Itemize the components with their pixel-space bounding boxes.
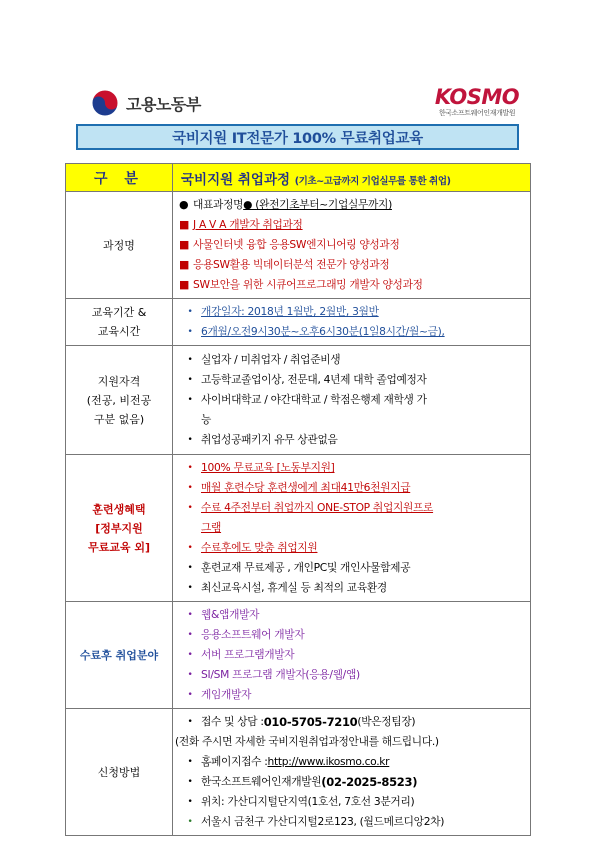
label-qualification-2: (전공, 비전공 — [86, 393, 152, 407]
course-info-table — [65, 163, 531, 836]
label-jobs: 수료후 취업분야 — [66, 602, 173, 709]
ministry-logo — [90, 88, 201, 118]
job-item: 웹&앱개발자 — [201, 608, 260, 621]
list-item — [179, 812, 524, 832]
list-item — [179, 498, 524, 518]
list-item — [179, 478, 524, 498]
bullet-icon: • — [187, 435, 193, 445]
job-item: 게임개발자 — [201, 688, 252, 701]
page-header — [0, 0, 595, 147]
benefit-free: 100% 무료교육 [노동부지원] — [201, 461, 335, 474]
benefit-allowance: 매월 훈련수당 훈련생에게 최대41만6천원지급 — [201, 481, 411, 494]
label-period — [66, 299, 173, 346]
benefit-onestop-continued: 그램 — [201, 521, 222, 534]
period-list — [173, 299, 531, 346]
apply-address: 서울시 금천구 가산디지털2로123, (월드메르디앙2차) — [201, 815, 445, 828]
qualification-item-continued: 능 — [201, 413, 212, 426]
label-benefits-1: 훈련생혜택 — [92, 502, 146, 516]
list-item — [179, 712, 524, 732]
label-benefits-3: 무료교육 외] — [88, 540, 150, 554]
apply-location: 위치: 가산디지털단지역(1호선, 7호선 3분거리) — [201, 795, 415, 808]
course-java: J A V A 개발자 취업과정 — [193, 218, 303, 231]
apply-list — [173, 709, 531, 836]
table-row-course — [66, 192, 531, 299]
kosmo-logo-text: KOSMO — [434, 85, 520, 109]
course-representative: 대표과정명 — [193, 198, 244, 211]
label-qualification-1: 지원자격 — [97, 374, 141, 388]
list-item — [179, 275, 524, 295]
kosmo-logo — [432, 86, 522, 118]
label-course: 과정명 — [66, 192, 173, 299]
bullet-icon: • — [187, 463, 193, 473]
list-item — [179, 685, 524, 705]
bullet-icon: • — [187, 650, 193, 660]
qualification-item: 고등학교졸업이상, 전문대, 4년제 대학 졸업예정자 — [201, 373, 427, 386]
bullet-icon: ● — [179, 198, 189, 211]
list-item — [179, 195, 524, 215]
list-item — [179, 578, 524, 598]
list-item — [179, 625, 524, 645]
list-item — [179, 605, 524, 625]
kosmo-subtitle: 한국소프트웨어인재개발원 — [438, 109, 516, 117]
header-course-sub: (기초~고급까지 기업실무를 통한 취업) — [294, 175, 451, 187]
table-row-apply — [66, 709, 531, 836]
apply-org-phone: (02-2025-8523) — [321, 775, 418, 789]
list-item-continued — [179, 410, 524, 430]
job-item: SI/SM 프로그램 개발자(응용/웹/앱) — [201, 668, 360, 681]
table-row-jobs — [66, 602, 531, 709]
bullet-icon: • — [187, 503, 193, 513]
square-bullet-icon: ■ — [179, 238, 190, 251]
job-item: 서버 프로그램개발자 — [201, 648, 295, 661]
course-iot: 사물인터넷 융합 응용SW엔지니어링 양성과정 — [193, 238, 400, 251]
list-item — [179, 302, 524, 322]
bullet-icon: • — [187, 327, 193, 337]
benefit-facilities: 최신교육시설, 휴게실 등 최적의 교육환경 — [201, 581, 387, 594]
list-item — [179, 370, 524, 390]
qualification-item: 취업성공패키지 유무 상관없음 — [201, 433, 338, 446]
benefit-onestop: 수료 4주전부터 취업까지 ONE-STOP 취업지원프로 — [201, 501, 434, 514]
label-qualification — [66, 346, 173, 455]
list-item-continued — [179, 518, 524, 538]
course-list — [173, 192, 531, 299]
apply-contact-phone: 010-5705-7210 — [263, 715, 358, 729]
label-benefits — [66, 455, 173, 602]
qualification-item: 실업자 / 미취업자 / 취업준비생 — [201, 353, 341, 366]
apply-org-name: 한국소프트웨어인재개발원 — [201, 775, 322, 788]
bullet-icon: • — [187, 630, 193, 640]
bullet-icon: • — [187, 395, 193, 405]
bullet-icon: • — [187, 797, 193, 807]
list-item — [179, 558, 524, 578]
label-apply: 신청방법 — [66, 709, 173, 836]
header-course-type — [173, 164, 531, 192]
header-category: 구 분 — [66, 164, 173, 192]
list-item — [179, 458, 524, 478]
list-item — [179, 322, 524, 342]
bullet-icon: • — [187, 583, 193, 593]
taegeuk-emblem-icon — [90, 88, 120, 118]
apply-homepage-label: 홈페이지접수 : — [201, 755, 268, 768]
bullet-icon: • — [187, 757, 193, 767]
list-item — [179, 752, 524, 772]
table-row-benefits — [66, 455, 531, 602]
label-qualification-3: 구분 없음) — [93, 412, 145, 426]
bullet-icon: • — [187, 307, 193, 317]
benefits-list — [173, 455, 531, 602]
bullet-icon: • — [187, 670, 193, 680]
list-item — [179, 235, 524, 255]
period-start-dates: 개강일자: 2018년 1월반, 2월반, 3월반 — [201, 305, 379, 318]
bullet-icon: • — [187, 777, 193, 787]
list-item — [179, 255, 524, 275]
list-item — [179, 538, 524, 558]
course-bigdata: 응용SW활용 빅데이터분석 전문가 양성과정 — [193, 258, 390, 271]
qualification-item: 사이버대학교 / 야간대학교 / 학점은행제 재학생 가 — [201, 393, 427, 406]
bullet-icon: • — [187, 690, 193, 700]
table-row-period — [66, 299, 531, 346]
job-item: 응용소프트웨어 개발자 — [201, 628, 305, 641]
apply-contact-name: (박은정팀장) — [357, 715, 416, 728]
square-bullet-icon: ■ — [179, 278, 190, 291]
list-item — [179, 350, 524, 370]
list-item — [179, 792, 524, 812]
page-title: 국비지원 IT전문가 100% 무료취업교육 — [76, 124, 519, 150]
bullet-icon: • — [187, 817, 193, 827]
list-item — [175, 732, 524, 752]
ministry-name: 고용노동부 — [126, 94, 201, 114]
apply-contact-label: 접수 및 상담 : — [201, 715, 264, 728]
header-course-main: 국비지원 취업과정 — [181, 171, 295, 188]
bullet-icon: • — [187, 563, 193, 573]
table-header-row — [66, 164, 531, 192]
benefit-aftercare: 수료후에도 맞춤 취업지원 — [201, 541, 318, 554]
table-row-qualification — [66, 346, 531, 455]
label-period-1: 교육기간 & — [91, 306, 147, 319]
course-representative-note: ● (완전기초부터~기업실무까지) — [243, 198, 392, 211]
label-period-2: 교육시간 — [97, 325, 141, 338]
jobs-list — [173, 602, 531, 709]
bullet-icon: • — [187, 543, 193, 553]
list-item — [179, 215, 524, 235]
benefit-materials: 훈련교재 무료제공 , 개인PC및 개인사물함제공 — [201, 561, 411, 574]
course-security: SW보안을 위한 시큐어프로그래밍 개발자 양성과정 — [193, 278, 423, 291]
square-bullet-icon: ■ — [179, 258, 190, 271]
bullet-icon: • — [187, 483, 193, 493]
list-item — [179, 430, 524, 450]
bullet-icon: • — [187, 355, 193, 365]
label-benefits-2: [정부지원 — [95, 521, 143, 535]
square-bullet-icon: ■ — [179, 218, 190, 231]
list-item — [179, 390, 524, 410]
list-item — [179, 645, 524, 665]
apply-note: (전화 주시면 자세한 국비지원취업과정안내를 해드립니다.) — [175, 735, 439, 748]
list-item — [179, 665, 524, 685]
list-item — [179, 772, 524, 792]
apply-homepage-link[interactable]: http://www.ikosmo.co.kr — [267, 755, 390, 768]
bullet-icon: • — [187, 375, 193, 385]
bullet-icon: • — [187, 717, 193, 727]
bullet-icon: • — [187, 610, 193, 620]
period-hours: 6개월/오전9시30분~오후6시30분(1일8시간/월~금), — [201, 325, 445, 338]
qualification-list — [173, 346, 531, 455]
